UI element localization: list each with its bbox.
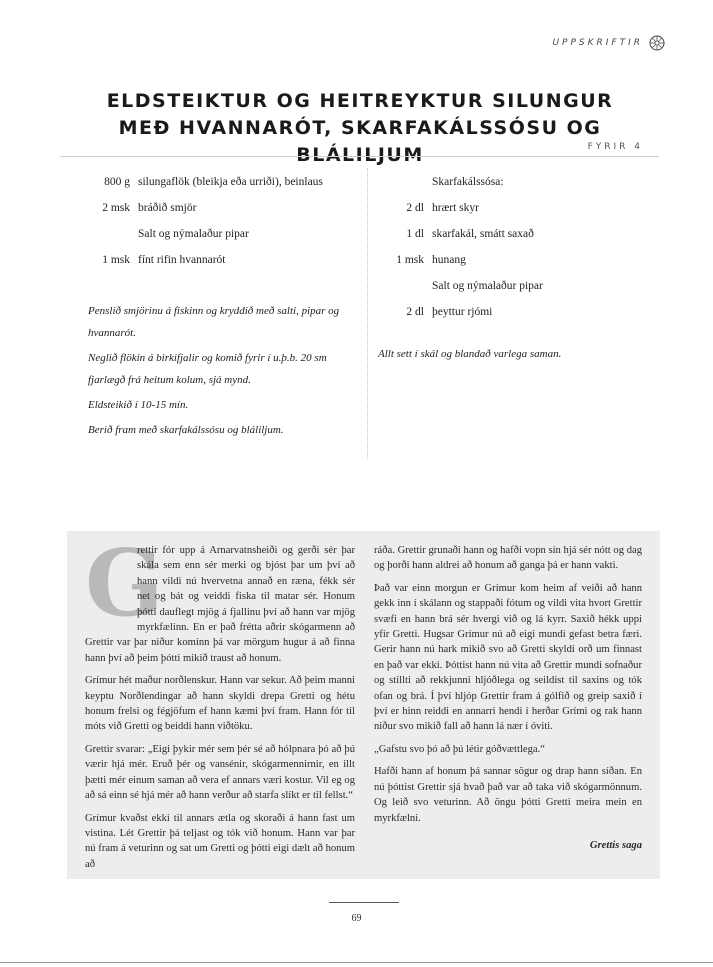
ingredient-row <box>368 226 658 252</box>
story-column-left <box>85 529 355 879</box>
footer-divider <box>329 902 399 903</box>
ingredient-qty: 2 msk <box>102 202 130 214</box>
ingredient-list-main <box>60 174 360 278</box>
story-paragraph: Grímur hét maður norðlenskur. Hann var sekur. Að þeim manni keyptu Norðlendingar að hann skyldi drepa Gretti og hétu honum frelsi og fégjöfum ef hann kæmi því fram. Hann fór til móts við Gretti og beiddi hann viðtöku. <box>85 675 355 733</box>
method-step: Eldsteikið í 10-15 mín. <box>88 399 189 411</box>
method-step: Neglið flökin á birkifjalir og komið fyrir í u.þ.b. 20 sm fjarlægð frá heitum kolum, sjá mynd. <box>88 352 327 386</box>
servings-label: FYRIR 4 <box>587 142 643 152</box>
method-step: Penslið smjörinu á fiskinn og kryddið með salti, pipar og hvannarót. <box>88 305 340 339</box>
ingredient-qty <box>368 278 432 304</box>
ingredient-qty: 1 dl <box>406 228 424 240</box>
story-box <box>67 531 660 879</box>
ingredient-qty: 2 dl <box>406 202 424 214</box>
cookbook-emblem-icon <box>649 35 665 51</box>
ingredient-item: hrært skyr <box>432 202 479 214</box>
story-paragraph-text: rettir fór upp á Arnarvatnsheiði og gerði sér þar skála sem enn sér merki og bjóst þar um því að hann vildi nú hvervetna annað en ræna, fékk sér net og bát og veiddi fiska til matar sér. Honum þótti dauflegt mjög á fjallinu því að hann var mjög myrkfælinn. En er það frétta aðrir skógarmenn að Grettir var þar niður kominn þá var mörgum hugur á að finna hann því að þeim þótti mikið traust að honum. <box>85 545 355 664</box>
story-source: Grettis saga <box>589 839 642 851</box>
ingredient-qty: 1 msk <box>102 254 130 266</box>
ingredient-row <box>60 200 360 226</box>
ingredient-qty: 2 dl <box>406 306 424 318</box>
story-paragraph <box>85 529 355 666</box>
story-paragraph: Hafði hann af honum þá sannar sögur og drap hann síðan. En nú þóttist Grettir sjá hvað það var að taka við skógarmönnum. Og leið svo veturinn. Að öngu þótti Gretti meira mein en myrkfælni. <box>374 766 642 824</box>
ingredient-qty: 1 msk <box>396 254 424 266</box>
ingredient-item: skarfakál, smátt saxað <box>432 228 534 240</box>
ingredient-item: fínt rifin hvannarót <box>138 254 226 266</box>
ingredient-row <box>60 174 360 200</box>
sauce-heading: Skarfakálssósa: <box>432 176 504 188</box>
story-paragraph: „Gafstu svo þó að þú létir góðvættlega.“ <box>374 743 545 755</box>
section-header <box>552 35 665 51</box>
section-label: UPPSKRIFTIR <box>552 38 643 48</box>
ingredient-item: silungaflök (bleikja eða urriði), beinlaus <box>138 176 323 188</box>
ingredient-row <box>368 278 658 304</box>
method-main <box>88 300 348 444</box>
page-number: 69 <box>351 913 362 924</box>
drop-cap: G <box>85 529 164 637</box>
ingredient-row <box>60 226 360 252</box>
ingredient-list-sauce <box>368 174 658 330</box>
ingredient-item: Salt og nýmalaður pipar <box>138 228 249 240</box>
ingredient-row <box>368 200 658 226</box>
title-divider <box>60 156 659 157</box>
page-bottom-rule <box>0 962 713 963</box>
story-column-right <box>374 543 642 860</box>
story-paragraph: Grímur kvaðst ekki til annars ætla og skoraði á hann fast um vistina. Lét Grettir þá teljast og tók við honum. Hann var þar nú fram á veturinn og sat um Gretti og þótti eigi dælt að honum að <box>85 812 355 870</box>
ingredient-qty: 800 g <box>104 176 130 188</box>
ingredient-item: bráðið smjör <box>138 202 197 214</box>
ingredient-item: Salt og nýmalaður pipar <box>432 280 543 292</box>
story-paragraph: ráða. Grettir grunaði hann og hafði vopn sín hjá sér nótt og dag og þorði hann aldrei að honum að ganga þá er hann vakti. <box>374 545 642 572</box>
story-paragraph: Grettir svarar: „Eigi þykir mér sem þér sé að hólpnara þó að þú værir hjá mér. Eruð þér og vansénir, skógarmennirnir, en illt þætti mér einum saman að vera ef annars væri kostur. Vil eg og að sá einn sé hjá mér að hann verður að starfa slíkt er til fellst.“ <box>85 743 355 802</box>
ingredient-row <box>60 252 360 278</box>
story-paragraph: Það var einn morgun er Grímur kom heim af veiði að hann gekk inn í skálann og stappaði fótum og vildi vita hvort Grettir svæfi en hann brá sér hvergi við og lá kyrr. Saxið hékk uppi yfir Gretti. Hugsar Grímur nú að eigi mundi gefast betra færi. Gerir hann nú hark mikið svo að Gretti skyldi orð um finnast en það var ekki. Þóttist hann nú vita að Grettir mundi sofnaður og stillti að rekkjunni hljóðlega og seildist til saxins og tók ofan og brá. Í því hljóp Grettir fram á gólfið og greip saxið í því er hinn reiddi en annarri hendi í herðar Grími og rak hann niður svo mikið fall að hann lá nær í óviti. <box>374 582 642 733</box>
ingredient-row <box>368 304 658 330</box>
ingredient-row <box>368 252 658 278</box>
ingredient-item: þeyttur rjómi <box>432 306 493 318</box>
method-step: Berið fram með skarfakálssósu og bláliljum. <box>88 424 284 436</box>
ingredient-qty <box>60 226 138 252</box>
ingredient-item: hunang <box>432 254 466 266</box>
method-sauce: Allt sett í skál og blandað varlega saman. <box>378 348 562 360</box>
recipe-title: ELDSTEIKTUR OG HEITREYKTUR SILUNGUR MEÐ HVANNARÓT, SKARFAKÁLSSÓSU OG BLÁLILJUM <box>106 90 614 166</box>
